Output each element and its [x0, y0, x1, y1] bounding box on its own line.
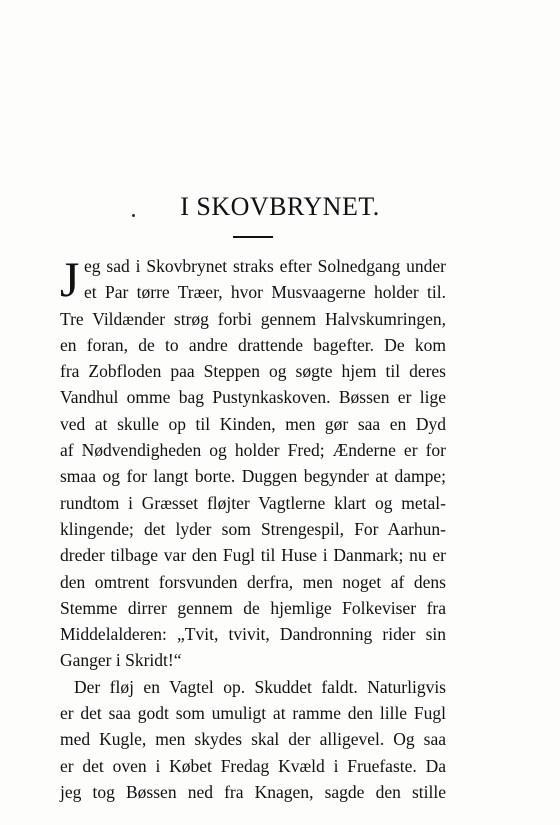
text-line: er det oven i Købet Fredag Kvæld i Fruefaste. Da [60, 755, 446, 776]
text-line: Middelalderen: „Tvit, tvivit, Dandronning rider sin [60, 624, 446, 645]
text-line: Der fløj en Vagtel op. Skuddet faldt. Naturligvis [74, 676, 446, 697]
text-line: et Par tørre Træer, hvor Musvaagerne holder til. [84, 282, 446, 303]
text-line: Vandhul omme bag Pustynkaskoven. Bøssen er lige [60, 387, 446, 408]
text-line: rundtom i Græsset fløjter Vagtlerne klart og metal- [60, 492, 446, 513]
title-rule [233, 236, 273, 238]
text-line: klingende; det lyder som Strengespil, For Aarhun- [60, 518, 446, 539]
text-line: den omtrent forsvunden derfra, men noget af dens [60, 571, 446, 592]
body-text [60, 253, 446, 805]
drop-cap: J [60, 251, 80, 307]
text-line: eg sad i Skovbrynet straks efter Solnedgang under [84, 256, 446, 276]
text-line: Stemme dirrer gennem de hjemlige Folkeviser fra [60, 597, 446, 618]
text-line: med Kugle, men skydes skal der alligevel. Og saa [60, 729, 446, 750]
text-line: fra Zobfloden paa Steppen og søgte hjem til deres [60, 361, 446, 382]
text-line: af Nødvendigheden og holder Fred; Ænderne er for [60, 440, 446, 461]
text-line: Ganger i Skridt!“ [60, 650, 182, 671]
text-line: er det saa godt som umuligt at ramme den lille Fugl [60, 703, 446, 724]
text-line: dreder tilbage var den Fugl til Huse i Danmark; nu er [60, 545, 446, 566]
chapter-title: I SKOVBRYNET. [180, 192, 380, 221]
text-line: Tre Vildænder strøg forbi gennem Halvskumringen, [60, 308, 446, 329]
text-line: ved at skulle op til Kinden, men gør saa en Dyd [60, 413, 446, 434]
text-line: smaa og for langt borte. Duggen begynder at dampe; [60, 466, 446, 487]
text-line: jeg tog Bøssen ned fra Knagen, sagde den stille [60, 781, 446, 802]
text-line: en foran, de to andre drattende bagefter. De kom [60, 334, 446, 355]
